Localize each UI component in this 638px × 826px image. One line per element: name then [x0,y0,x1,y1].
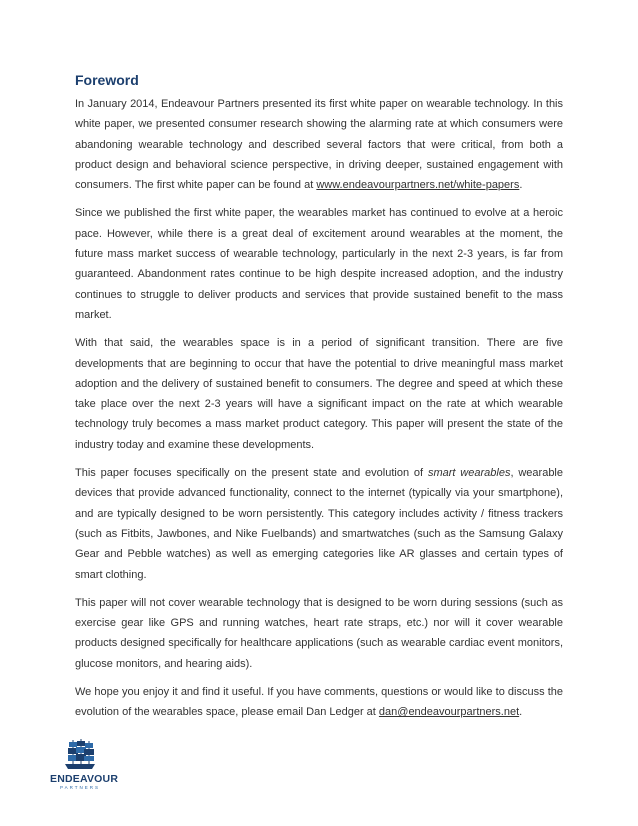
paragraph-4-text-a: This paper focuses specifically on the present state and evolution of [75,467,428,480]
paragraph-5: This paper will not cover wearable technology that is designed to be worn during sessions (such as exercise gear like GPS and running watches, heart rate straps, etc.) nor will it cover wearable products designed specifically for healthcare applications (such as wearable cardiac event monitors, glucose monitors, and hearing aids). [75,596,563,670]
smart-wearables-emphasis: smart wearables [427,467,511,480]
paragraph-6-text-a: We hope you enjoy it and find it useful. If you have comments, questions or would like to discuss the evolution of the wearables space, please email Dan Ledger at [75,686,563,719]
paragraph-1-text-a: In January 2014, Endeavour Partners presented its first white paper on wearable technology. In this white paper, we presented consumer research showing the alarming rate at which consumers were abandoning wearable technology and described several factors that were critical, from both a product design and behavioral science perspective, in driving deeper, sustained engagement with consumers. The first white paper can be found at [75,98,563,192]
email-link[interactable]: dan@endeavourpartners.net [378,706,520,719]
paragraph-3: With that said, the wearables space is in a period of significant transition. There are five developments that are beginning to occur that have the potential to drive meaningful mass market adoption and the delivery of sustained benefit to consumers. The degree and speed at which these take place over the next 2-3 years will have a significant impact on the rate at which wearable technology truly becomes a mass market product category. This paper will present the state of the industry today and examine these developments. [75,337,563,451]
ship-icon [63,738,97,772]
paragraph-1-text-b: . [519,179,523,192]
paragraph-6 [75,682,563,723]
paragraph-1 [75,94,563,195]
logo-name: ENDEAVOUR [50,773,119,785]
page-title: Foreword [75,72,139,88]
paragraph-4-text-b: , wearable devices that provide advanced functionality, connect to the internet (typically via your smartphone), and are typically designed to be worn persistently. This category includes activity / fitness trackers (such as Fitbits, Jawbones, and Nike Fuelbands) and smartwatches (such as the Samsung Galaxy Gear and Pebble watches) as well as emerging categories like AR glasses and certain types of smart clothing. [75,467,563,581]
paragraph-2: Since we published the first white paper, the wearables market has continued to evolve at a heroic pace. However, while there is a great deal of excitement around wearables at the moment, the future mass market success of wearable technology, particularly in the next 2-3 years, is far from guaranteed. Abandonment rates continue to be high despite increased adoption, and the industry continues to struggle to deliver products and services that provide sustained benefit to the mass market. [75,207,563,321]
document-page [75,72,563,731]
endeavour-logo [50,738,119,800]
logo-subtitle: PARTNERS [59,785,101,790]
paragraph-6-text-b: . [519,706,523,719]
white-papers-link[interactable]: www.endeavourpartners.net/white-papers [316,179,520,192]
paragraph-4 [75,463,563,585]
